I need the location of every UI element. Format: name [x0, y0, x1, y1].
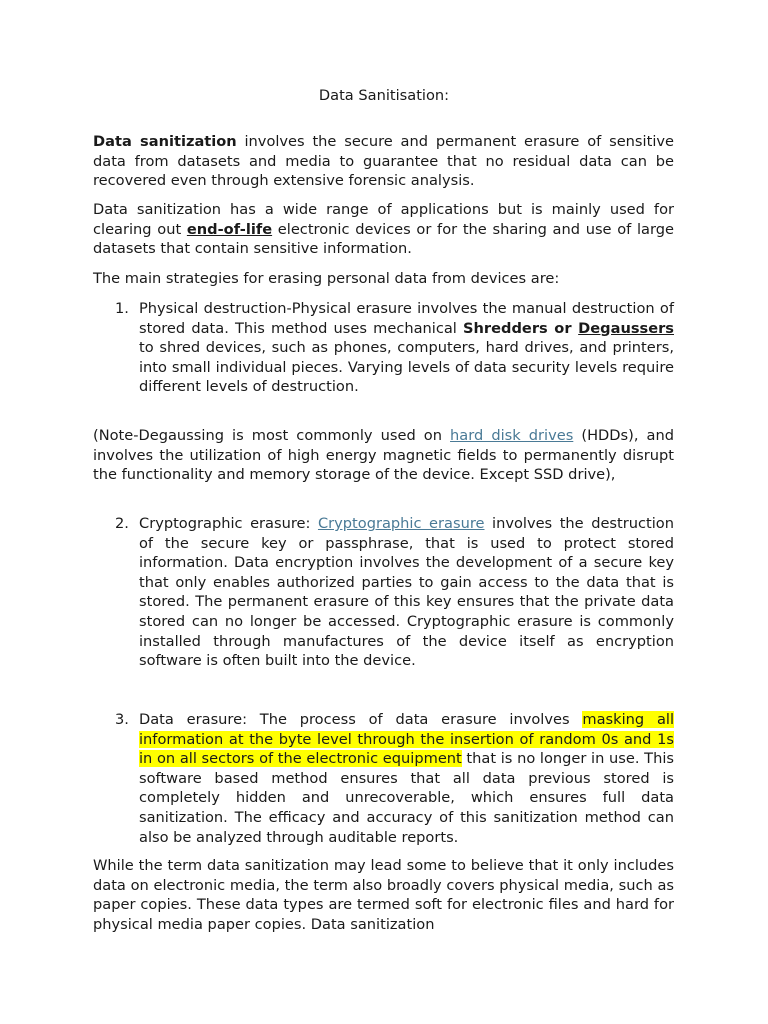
bold-term: Data sanitization — [93, 133, 237, 150]
paragraph-text: electronic devices or for the sharing and use of large datasets that contain sensitive information. — [93, 220, 674, 258]
shredders-term: Shredders — [463, 319, 548, 337]
list-text: to shred devices, such as phones, computers, hard drives, and printers, into small individual pieces. Varying levels of data security levels require different levels of destruction. — [139, 339, 674, 396]
list-text: Data erasure: The process of data erasure involves — [139, 711, 583, 728]
list-number: 1. — [115, 300, 129, 317]
list-item-cryptographic-erasure — [115, 514, 674, 671]
list-item-physical-destruction — [115, 299, 674, 397]
end-of-life-term: end-of-life — [186, 220, 273, 238]
degaussers-term: Degaussers — [578, 319, 674, 337]
note-text: (HDDs), and involves the utilization of high energy magnetic fields to permanently disrupt the functionality and memory storage of the device. Except SSD drive), — [93, 427, 674, 484]
list-text: Physical destruction-Physical erasure involves the manual destruction of stored data. This method uses mechanical — [139, 300, 674, 337]
hard-disk-drives-link[interactable]: hard disk drives — [450, 427, 574, 444]
paragraph-physical-media: While the term data sanitization may lead some to believe that it only includes data on electronic media, the term also broadly covers physical media, such as paper copies. These data types are termed soft for electronic files and hard for physical media paper copies. Data sanitization — [93, 857, 674, 933]
list-number: 3. — [115, 711, 129, 728]
note-text: (Note-Degaussing is most commonly used on — [93, 427, 451, 444]
list-number: 2. — [115, 515, 129, 532]
paragraph-text: Data sanitization has a wide range of applications but is mainly used for clearing out — [93, 201, 674, 238]
highlighted-text: masking all information at the byte level through the insertion of random 0s and 1s in on all sectors of the electronic equipment — [139, 711, 674, 768]
list-text: involves the destruction of the secure key or passphrase, that is used to protect stored information. Data encryption involves the development of a secure key that only enables authorized parties to gain access to the data that is stored. The permanent erasure of this key ensures that the private data stored can no longer be accessed. Cryptographic erasure is commonly installed through manufactures of the device itself as encryption software is often built into the device. — [139, 515, 674, 670]
cryptographic-erasure-link[interactable]: Cryptographic erasure — [317, 515, 485, 532]
list-item-data-erasure — [115, 710, 674, 847]
or-term: or — [547, 319, 579, 337]
paragraph-strategies-intro: The main strategies for erasing personal data from devices are: — [93, 270, 560, 287]
note-degaussing — [93, 426, 674, 485]
paragraph-applications — [93, 200, 674, 259]
list-text: Cryptographic erasure: — [139, 515, 318, 532]
list-text: that is no longer in use. This software based method ensures that all data previous stored is completely hidden and unrecoverable, which ensures full data sanitization. The efficacy and accuracy of this sanitization method can also be analyzed through auditable reports. — [139, 750, 674, 846]
document-title: Data Sanitisation: — [318, 87, 450, 104]
paragraph-text: involves the secure and permanent erasure of sensitive data from datasets and media to guarantee that no residual data can be recovered even through extensive forensic analysis. — [93, 133, 674, 190]
paragraph-definition — [93, 132, 674, 191]
